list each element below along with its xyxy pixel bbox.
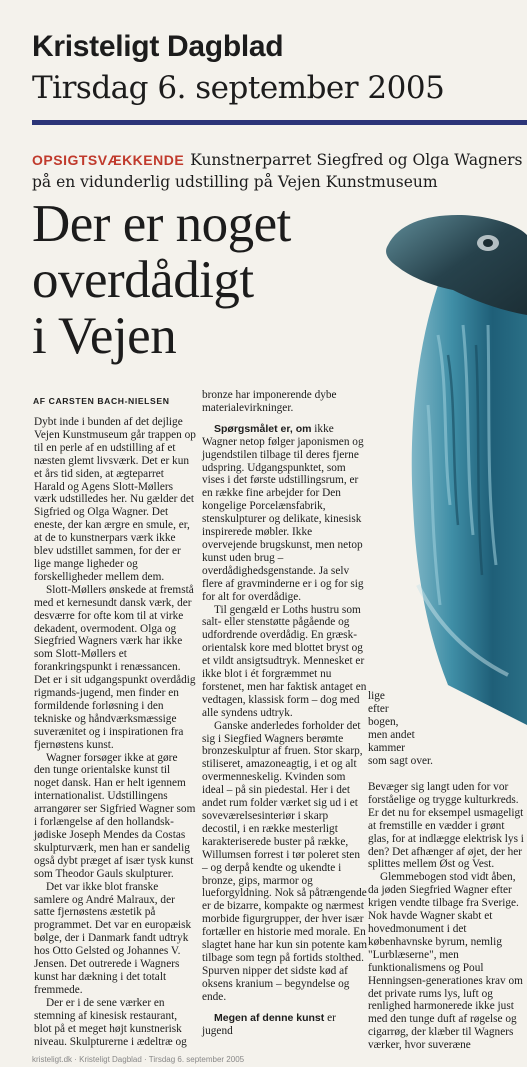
paragraph: Wagner forsøger ikke at gøre den tunge orientalske kunst til noget dansk. Han er helt igennem internationalist. Udstillingens arrangører ser Sigfried Wagner som i forlængelse af den hollandsk-jødiske Joseph Mendes da Costas skulpturværk, men han er sandelig også dybt præget af især tysk kunst som Theodor Gauls skulpturer. <box>34 751 196 880</box>
paragraph: Slott-Møllers ønskede at fremstå med et kernesundt dansk værk, der desværre for ofte kom til at virke dekadent, overmodent. Olga og Siegfried Wagners værk har ikke som Slott-Møllers et forankringspunkt i renæssancen. Det er i sit udgangspunkt overdådig rigmands-jugend, men finder en formildende forløsning i den tekniske og håndværksmæssige suverænitet og i inspirationen fra fjernøstens kunst. <box>34 583 196 751</box>
kicker-line-2: på en vidunderlig udstilling på Vejen Kunstmuseum <box>32 173 438 191</box>
paragraph-lead: Spørgsmålet er, om <box>214 422 312 435</box>
column-3-narrow: lige efter bogen, men andet kammer som sagt over. <box>368 690 433 767</box>
paragraph: Til gengæld er Loths hustru som salt- eller stenstøtte pågående og udfordrende overdådig. En græsk-orientalsk kore med blottet bryst og et vildt ansigtsudtryk. Mennesket er ikke blot i ét forgræmmet nu forstenet, men har faktisk antaget en vedtagen, klassisk form – dog med alle syndens udtryk. <box>202 603 367 719</box>
kicker-label: OPSIGTSVÆKKENDE <box>32 152 185 168</box>
paragraph: Glemmebogen stod vidt åben, da jøden Siegfried Wagner efter krigen vendte tilbage fra Sverige. Nok havde Wagner skabt et hovedmonument i det københavnske byrum, nemlig "Lurblæserne", men funktionalismens og Poul Henningsen-generationes krav om det private rums lys, luft og renlighed harmonerede ikke just med den tunge duft af røgelse og cigarrøg, der klæber til Wagners værker, hvor suveræne <box>368 871 523 1052</box>
paragraph-lead: Megen af denne kunst <box>214 1011 325 1024</box>
paragraph: Dybt inde i bunden af det dejlige Vejen Kunstmuseum går trappen op til en perle af en udstilling af et næsten glemt livsværk. Det er kun et års tid siden, at ægteparret Harald og Agens Slott-Møllers værk udstilledes her. Nu gælder det Sigfried og Olga Wagner. Det eneste, der kan ærgre en smule, er, at de to kunstnerpars værk ikke blev udstillet sammen, for der er lige mange ligheder og forskelligheder mellem dem. <box>34 416 196 583</box>
paragraph: Det var ikke blot franske samlere og André Malraux, der satte fjernøstens æstetik på programmet. Det var en europæisk bølge, der i Danmark fandt udtryk hos Otto Gelsted og Johannes V. Jensen. Det outrerede i Wagners kunst har dækning i det totalt fremmede. <box>34 880 192 996</box>
ram-sculpture-photo <box>378 205 527 725</box>
headline <box>32 196 412 364</box>
kicker-line-1 <box>32 150 527 170</box>
issue-date: Tirsdag 6. september 2005 <box>32 70 445 106</box>
column-2 <box>202 389 368 1037</box>
paragraph: Bevæger sig langt uden for vor forståelige og trygge kulturkreds. Er det nu for eksempel usmageligt at fremstille en vædder i grønt glas, for at indlægge elektrisk lys i den? Det afhænger af øjet, der her splittes mellem Øst og Vest. <box>368 781 524 871</box>
page-footer: kristeligt.dk · Kristeligt Dagblad · Tirsdag 6. september 2005 <box>32 1055 245 1064</box>
column-1 <box>34 416 196 1048</box>
byline: AF CARSTEN BACH-NIELSEN <box>33 396 170 406</box>
paragraph: Der er i de sene værker en stemning af kinesisk restaurant, blot på et meget højt kunstnerisk niveau. Skulpturerne i ædeltræ og <box>34 996 187 1048</box>
paragraph: Spørgsmålet er, om ikke Wagner netop følger japonismen og jugendstilen tilbage til deres fjerne udspring. Udgangspunktet, som vises i det første udstillingsrum, er en række fine arbejder for Den kongelige Porcelænsfabrik, stenskulpturer og delikate, kinesisk inspirerede møbler. Ikke overvejende brugskunst, men netop kunst uden brug – overdådighedsgenstande. Ja selv flere af gravminderne er i og for sig for alt for overdådige. <box>202 422 364 603</box>
headline-line-3: i Vejen <box>32 307 177 365</box>
headline-line-2: overdådigt <box>32 251 254 309</box>
masthead: Kristeligt Dagblad <box>32 30 284 63</box>
kicker-text-1: Kunstnerparret Siegfred og Olga Wagners <box>190 151 523 169</box>
headline-line-1: Der er noget <box>32 195 291 253</box>
column-3 <box>368 781 526 1052</box>
paragraph: Ganske anderledes forholder det sig i Siegfied Wagners berømte bronzeskulptur af fruen. Stor skarp, stiliseret, amazoneagtig, i et og alt overmenneskelig. Kvinden som ideal – på sin piedestal. Her i det andet rum folder værket sig ud i et soveværelsesinteriør i skarp decostil, i en række mesterligt karakteriserede buster på række, Willumsen forrest i tør poleret sten – og derpå kendte og ukendte i bronze, gips, marmor og lueforgyldning. Nok så påtrængende er de bizarre, kompakte og nærmest morbide figurgrupper, der hver især fortæller en historie med morale. En slagtet hane har kun sin potente kam tilbage som tegn på fortids stolthed. Spurven nipper det sidste kød af oksens kranium – begyndelse og ende. <box>202 719 368 1003</box>
paragraph: bronze har imponerende dybe materialevirkninger. <box>202 389 337 414</box>
masthead-rule <box>32 120 527 125</box>
paragraph: Megen af denne kunst er jugend <box>202 1011 336 1037</box>
